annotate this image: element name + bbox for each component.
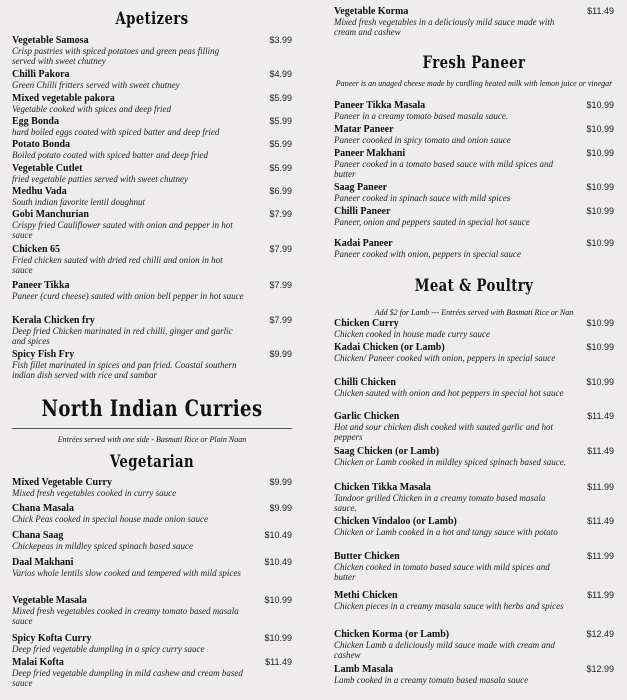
- paneer-note: Paneer is an unaged cheese made by curdling heated milk with lemon juice or vinegar: [335, 79, 613, 88]
- menu-item-name: Spicy Fish Fry: [12, 349, 75, 360]
- menu-item-name: Mixed Vegetable Curry: [12, 477, 112, 488]
- menu-item-price: $5.99: [269, 139, 292, 149]
- menu-item-price: $10.99: [586, 342, 614, 352]
- menu-item-name: Chilli Paneer: [334, 206, 391, 217]
- menu-item-price: $10.49: [264, 530, 292, 540]
- menu-item-name: Egg Bonda: [12, 116, 59, 127]
- menu-item-description: Chicken or Lamb cooked in a hot and tangy sauce with potato: [334, 527, 558, 537]
- menu-item-price: $5.99: [269, 93, 292, 103]
- menu-item-description: Chicken cooked in house made curry sauce: [334, 329, 490, 339]
- menu-item-name: Methi Chicken: [334, 590, 398, 601]
- menu-item-description: Chicken Lamb a deliciously mild sauce made with cream and cashew: [334, 640, 555, 660]
- menu-item-price: $11.99: [587, 482, 614, 492]
- menu-item-description: Chicken or Lamb cooked in mildley spiced spinach based sauce.: [334, 457, 566, 467]
- menu-item-price: $10.99: [586, 206, 614, 216]
- menu-item-price: $9.99: [269, 503, 292, 513]
- menu-item-description: Mixed fresh vegetables cooked in creamy tomato based masala sauce: [12, 606, 239, 626]
- north-indian-curries-heading: North Indian Curries: [41, 396, 263, 422]
- menu-item-price: $10.99: [586, 148, 614, 158]
- menu-item-price: $11.49: [587, 6, 614, 16]
- menu-item-price: $3.99: [269, 35, 292, 45]
- menu-item-description: Deep fried vegetable dumpling in a spicy curry sauce: [12, 644, 205, 654]
- menu-item-price: $11.49: [265, 657, 292, 667]
- menu-item-name: Vegetable Korma: [334, 6, 409, 17]
- menu-item-name: Paneer Makhani: [334, 148, 406, 159]
- vegetarian-heading: Vegetarian: [109, 452, 195, 472]
- menu-item-name: Kadai Chicken (or Lamb): [334, 342, 445, 353]
- menu-item-description: Chicken/ Paneer cooked with onion, peppers in special sauce: [334, 353, 556, 363]
- menu-item-description: Fried chicken sauted with dried red chilli and onion in hot sauce: [12, 255, 223, 275]
- menu-item-description: fried vegetable patties served with sweet chutney: [12, 174, 188, 184]
- menu-item-name: Chana Saag: [12, 530, 64, 541]
- menu-item-description: Paneer (curd cheese) sauted with onion bell pepper in hot sauce: [12, 291, 244, 301]
- menu-item-name: Kerala Chicken fry: [12, 315, 95, 326]
- menu-item-name: Daal Makhani: [12, 557, 74, 568]
- menu-item-name: Medhu Vada: [12, 186, 67, 197]
- menu-item-name: Paneer Tikka Masala: [334, 100, 426, 111]
- menu-item-price: $10.99: [586, 377, 614, 387]
- menu-item-name: Vegetable Samosa: [12, 35, 89, 46]
- menu-item-name: Spicy Kofta Curry: [12, 633, 92, 644]
- menu-item-price: $10.99: [586, 100, 614, 110]
- menu-item-price: $10.99: [586, 238, 614, 248]
- curries-divider: [12, 428, 292, 429]
- menu-item-name: Potato Bonda: [12, 139, 71, 150]
- menu-item-name: Chicken 65: [12, 244, 61, 255]
- menu-item-description: Chickepeas in mildley spiced spinach based sauce: [12, 541, 193, 551]
- menu-item-name: Vegetable Cutlet: [12, 163, 83, 174]
- menu-item-price: $10.99: [264, 595, 292, 605]
- menu-item-description: Chicken sauted with onion and hot peppers in special hot sauce: [334, 388, 564, 398]
- menu-item-description: Paneer cooked in a tomato based sauce with mild spices and butter: [334, 159, 553, 179]
- menu-item-price: $4.99: [269, 69, 292, 79]
- menu-item-price: $5.99: [269, 116, 292, 126]
- apetizers-heading: Apetizers: [115, 9, 189, 29]
- menu-item-name: Chicken Curry: [334, 318, 399, 329]
- menu-item-description: South indian favorite lentil doughnut: [12, 197, 145, 207]
- menu-item-description: Fish fillet marinated in spices and pan fried. Coastal southern indian dish served with rice and sambar: [12, 360, 237, 380]
- menu-item-name: Paneer Tikka: [12, 280, 70, 291]
- menu-item-description: Chick Peas cooked in special house made onion sauce: [12, 514, 208, 524]
- menu-item-price: $7.99: [269, 280, 292, 290]
- menu-item-description: Lamb cooked in a creamy tomato based masala sauce: [334, 675, 529, 685]
- menu-item-price: $10.99: [586, 124, 614, 134]
- menu-item-name: Gobi Manchurian: [12, 209, 89, 220]
- menu-item-name: Mixed vegetable pakora: [12, 93, 115, 104]
- menu-item-price: $7.99: [269, 209, 292, 219]
- menu-item-description: Boiled potato coated with spiced batter and deep fried: [12, 150, 208, 160]
- fresh-paneer-heading: Fresh Paneer: [422, 53, 526, 73]
- meat-poultry-heading: Meat & Poultry: [414, 276, 534, 296]
- menu-item-name: Garlic Chicken: [334, 411, 400, 422]
- menu-item-description: hard boiled eggs coated with spiced batter and deep fried: [12, 127, 220, 137]
- menu-item-description: Deep fried Chicken marinated in red chilli, ginger and garlic and spices: [12, 326, 233, 346]
- menu-item-price: $10.99: [586, 318, 614, 328]
- menu-item-name: Malai Kofta: [12, 657, 64, 668]
- menu-item-name: Saag Chicken (or Lamb): [334, 446, 440, 457]
- menu-item-price: $7.99: [269, 315, 292, 325]
- menu-item-description: Crispy fried Cauliflower sauted with onion and pepper in hot sauce: [12, 220, 233, 240]
- menu-item-price: $12.99: [586, 664, 614, 674]
- menu-item-price: $11.49: [587, 516, 614, 526]
- menu-item-name: Chicken Korma (or Lamb): [334, 629, 450, 640]
- menu-item-name: Lamb Masala: [334, 664, 394, 675]
- menu-item-description: Paneer cooked with onion, peppers in special sauce: [334, 249, 521, 259]
- menu-item-description: Deep fried vegetable dumpling in mild cashew and cream based sauce: [12, 668, 243, 688]
- menu-item-price: $11.99: [587, 590, 614, 600]
- menu-item-price: $10.99: [264, 633, 292, 643]
- curries-note: Entrées served with one side - Basmati Rice or Plain Naan: [57, 435, 247, 444]
- menu-item-price: $10.99: [586, 182, 614, 192]
- menu-item-description: Paneer coooked in spicy tomato and onion sauce: [334, 135, 511, 145]
- menu-item-name: Chana Masala: [12, 503, 74, 514]
- menu-item-description: Vegetable cooked with spices and deep fried: [12, 104, 171, 114]
- menu-item-description: Paneer cooked in spinach sauce with mild spices: [334, 193, 511, 203]
- menu-item-price: $10.49: [264, 557, 292, 567]
- menu-item-description: Mixed fresh vegetables in a deliciously mild sauce made with cream and cashew: [334, 17, 555, 37]
- menu-item-price: $5.99: [269, 163, 292, 173]
- menu-item-description: Hot and sour chicken dish cooked with sauted garlic and hot peppers: [334, 422, 553, 442]
- menu-item-description: Paneer, onion and peppers sauted in special hot sauce: [334, 217, 530, 227]
- menu-item-description: Tandoor grilled Chicken in a creamy tomato based masala sauce.: [334, 493, 546, 513]
- menu-item-name: Butter Chicken: [334, 551, 400, 562]
- menu-item-price: $6.99: [269, 186, 292, 196]
- menu-item-description: Chicken pieces in a creamy masala sauce with herbs and spices: [334, 601, 564, 611]
- menu-item-name: Vegetable Masala: [12, 595, 87, 606]
- menu-item-description: Green Chilli fritters served with sweet chutney: [12, 80, 180, 90]
- menu-item-name: Chilli Pakora: [12, 69, 70, 80]
- meat-note: Add $2 for Lamb --- Entrées served with Basmati Rice or Nan: [374, 308, 574, 317]
- menu-item-price: $11.99: [587, 551, 614, 561]
- menu-item-name: Saag Paneer: [334, 182, 388, 193]
- menu-item-description: Crisp pastries with spiced potatoes and green peas filling served with sweet chutney: [12, 46, 220, 66]
- menu-item-price: $12.49: [586, 629, 614, 639]
- menu-item-price: $9.99: [269, 349, 292, 359]
- menu-item-description: Mixed fresh vegetables cooked in curry sauce: [12, 488, 177, 498]
- menu-item-price: $7.99: [269, 244, 292, 254]
- menu-item-name: Kadai Paneer: [334, 238, 393, 249]
- menu-item-price: $11.49: [587, 411, 614, 421]
- menu-item-name: Matar Paneer: [334, 124, 394, 135]
- menu-item-price: $9.99: [269, 477, 292, 487]
- menu-item-description: Paneer in a creamy tomato based masala sauce.: [334, 111, 509, 121]
- menu-item-name: Chicken Vindaloo (or Lamb): [334, 516, 457, 527]
- menu-item-description: Varios whole lentils slow cooked and tempered with mild spices: [12, 568, 241, 578]
- menu-item-name: Chicken Tikka Masala: [334, 482, 431, 493]
- menu-item-name: Chilli Chicken: [334, 377, 396, 388]
- menu-item-description: Chicken cooked in tomato based sauce with mild spices and butter: [334, 562, 550, 582]
- menu-item-price: $11.49: [587, 446, 614, 456]
